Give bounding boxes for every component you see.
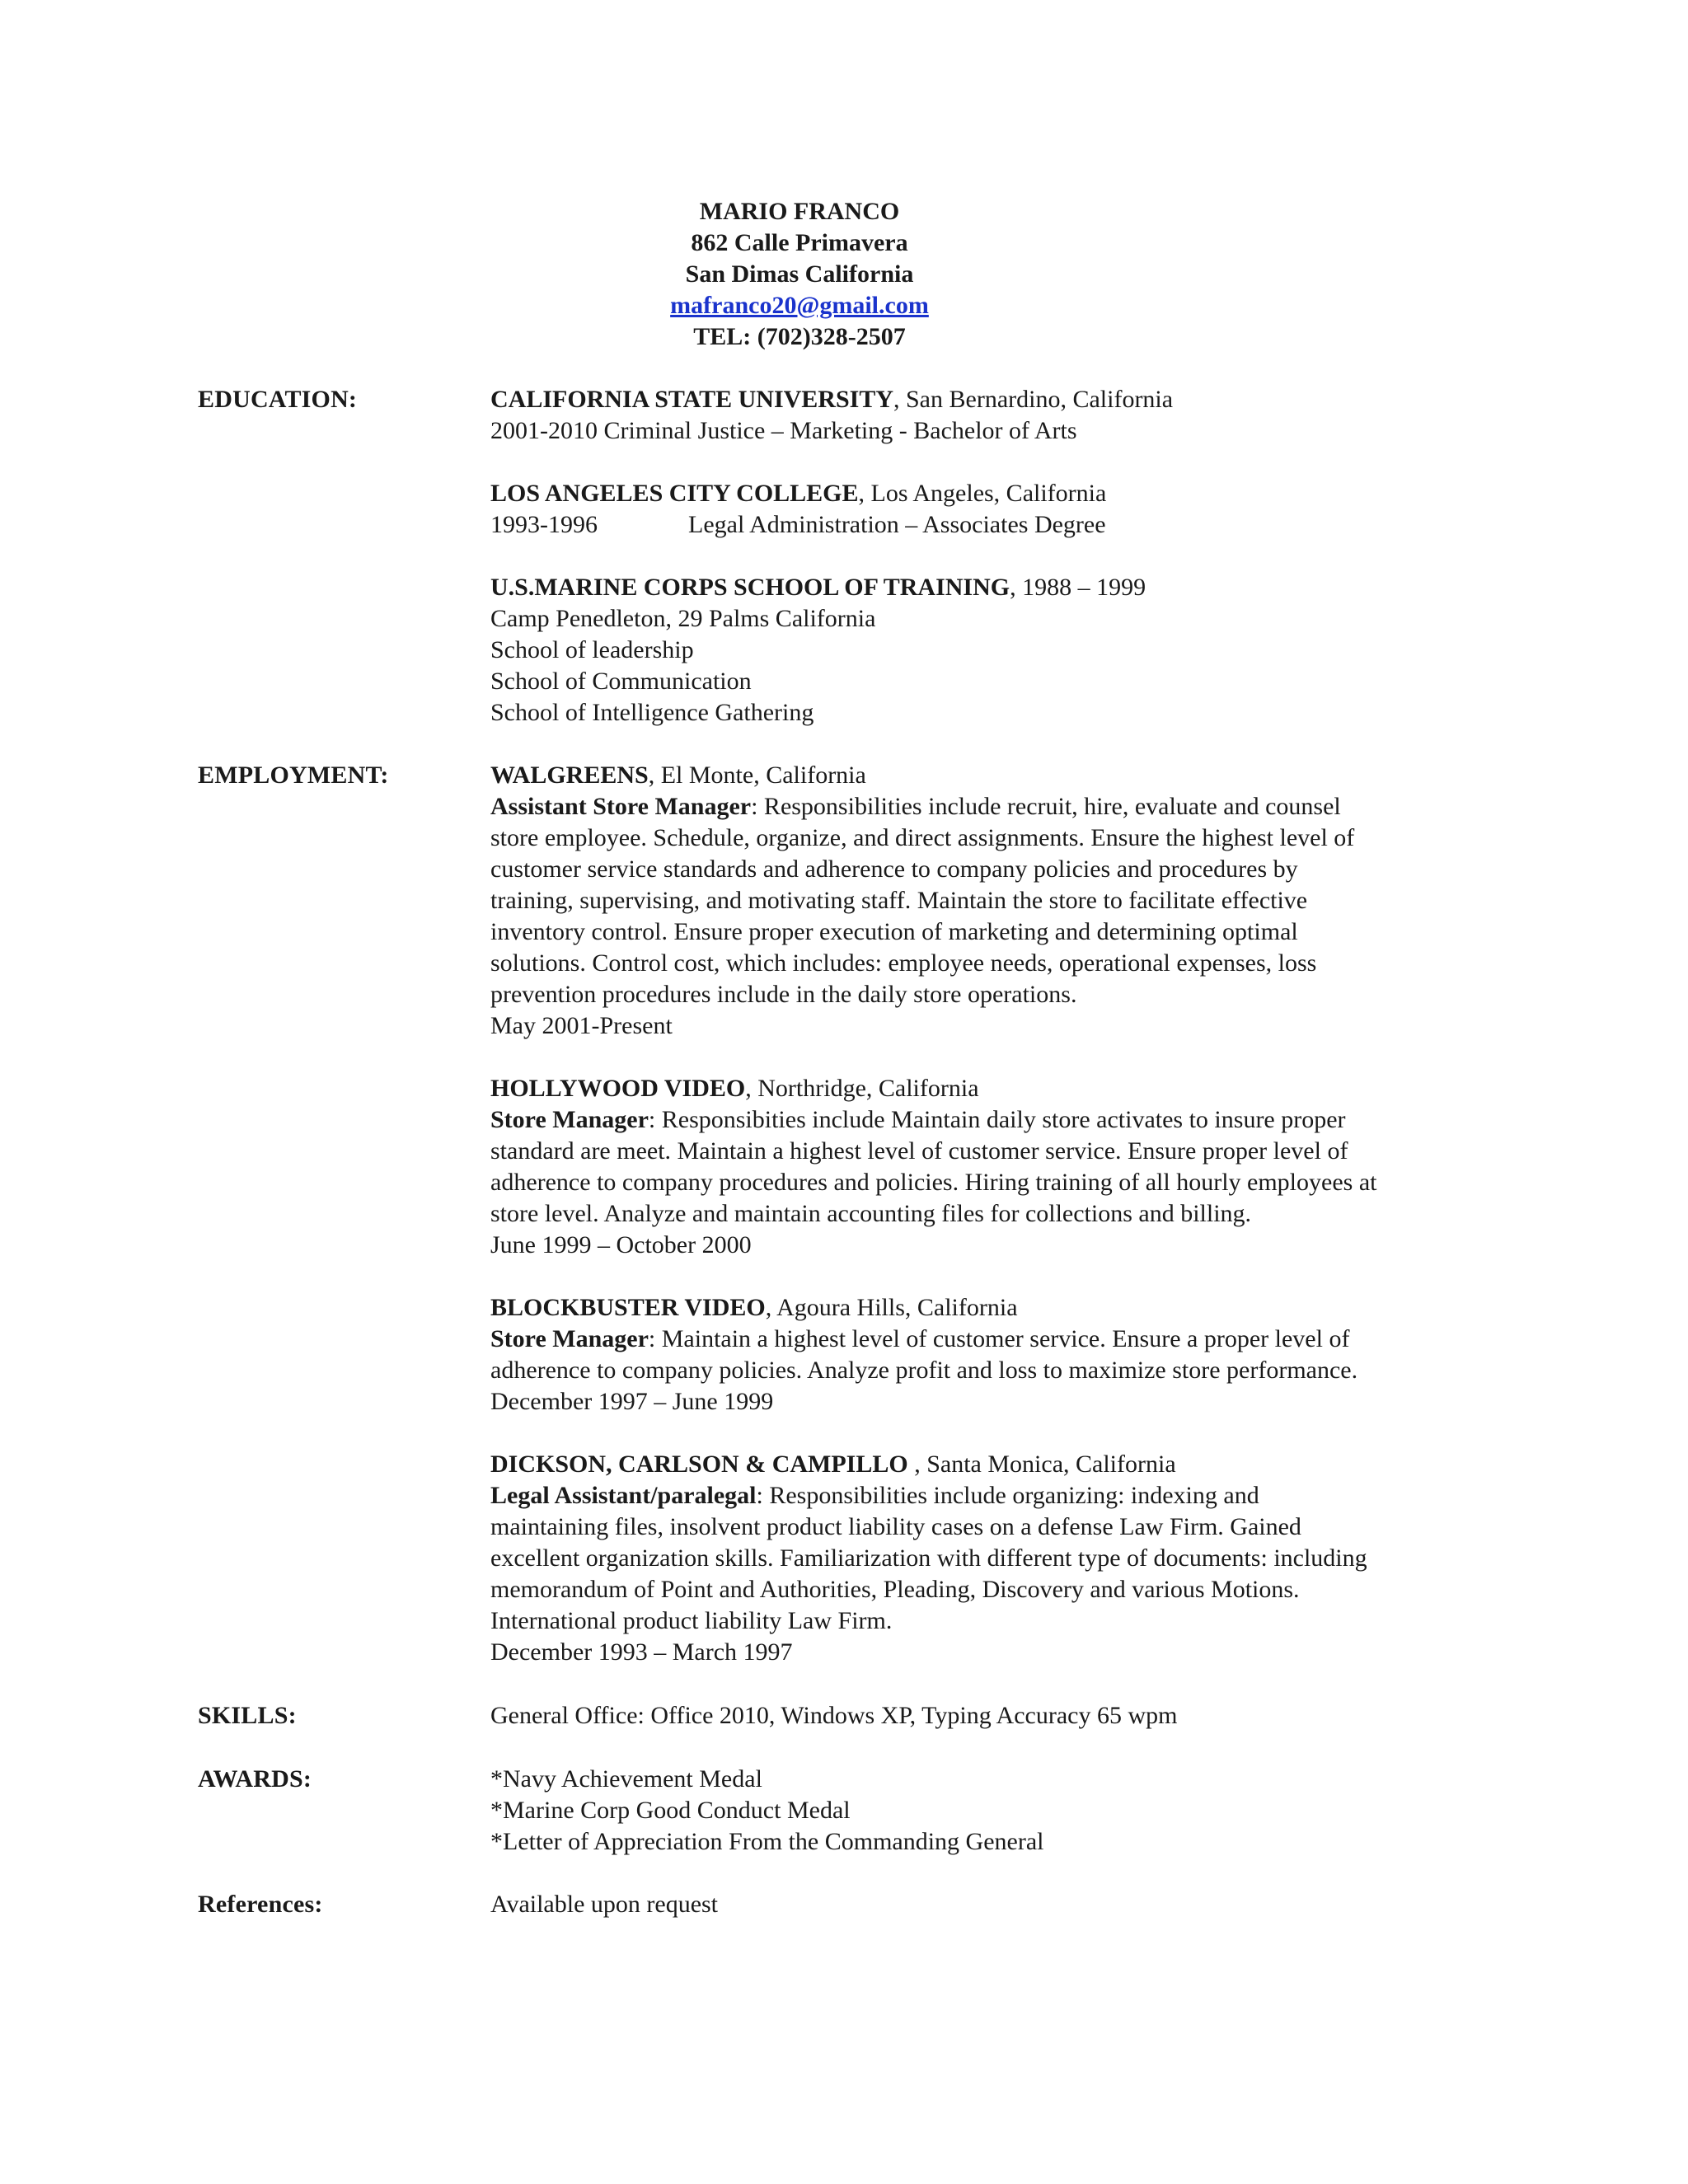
job-title: Legal Assistant/paralegal [490,1482,757,1509]
degree-detail: 2001-2010 Criminal Justice – Marketing - Bachelor of Arts [490,417,1077,444]
job-dates: May 2001-Present [490,1012,673,1039]
job-description: excellent organization skills. Familiarization with different type of documents: including [490,1544,1367,1572]
job-description: solutions. Control cost, which includes: employee needs, operational expenses, loss [490,949,1317,977]
education-entry-usmc [490,572,1484,729]
skills-label: SKILLS: [198,1702,297,1729]
job-description: : Responsibilities include recruit, hire, evaluate and counsel [751,793,1341,820]
degree-years: 1993-1996 [490,511,598,538]
employer-name: BLOCKBUSTER VIDEO [490,1294,766,1321]
employment-body [490,760,1484,1668]
employer-name: WALGREENS [490,762,649,789]
school-location: , Los Angeles, California [858,480,1107,507]
job-dates: December 1997 – June 1999 [490,1388,774,1415]
job-description: International product liability Law Firm. [490,1607,893,1634]
training-line: Camp Penedleton, 29 Palms California [490,605,876,632]
address-line-2: San Dimas California [685,260,914,288]
job-description: adherence to company policies. Analyze profit and loss to maximize store performance. [490,1357,1358,1384]
references-label: References: [198,1891,323,1918]
awards-label: AWARDS: [198,1765,312,1793]
employment-entry-hollywood-video [490,1073,1484,1261]
award-item: *Marine Corp Good Conduct Medal [490,1797,851,1824]
training-line: School of Intelligence Gathering [490,699,814,726]
job-description: : Maintain a highest level of customer service. Ensure a proper level of [648,1325,1350,1352]
job-description: customer service standards and adherence to company policies and procedures by [490,855,1298,883]
job-title: Assistant Store Manager [490,793,752,820]
school-years: , 1988 – 1999 [1010,574,1146,601]
award-item: *Letter of Appreciation From the Commanding General [490,1828,1044,1855]
phone-number: TEL: (702)328-2507 [693,323,906,350]
training-line: School of leadership [490,636,694,663]
job-description: store employee. Schedule, organize, and direct assignments. Ensure the highest level of [490,824,1355,851]
award-item: *Navy Achievement Medal [490,1765,762,1793]
skills-text: General Office: Office 2010, Windows XP, Typing Accuracy 65 wpm [490,1702,1178,1729]
employer-location: , Agoura Hills, California [765,1294,1018,1321]
job-dates: June 1999 – October 2000 [490,1231,752,1258]
job-description: memorandum of Point and Authorities, Pleading, Discovery and various Motions. [490,1576,1300,1603]
job-description: prevention procedures include in the daily store operations. [490,981,1077,1008]
employment-label: EMPLOYMENT: [198,762,389,789]
employer-name: DICKSON, CARLSON & CAMPILLO [490,1451,908,1478]
job-description: adherence to company procedures and policies. Hiring training of all hourly employees at [490,1169,1377,1196]
education-entry-lacc [490,478,1484,541]
education-entry-csu [490,384,1484,447]
job-description: store level. Analyze and maintain accounting files for collections and billing. [490,1200,1252,1227]
email-link[interactable]: mafranco20@gmail.com [670,292,929,319]
employer-location: , El Monte, California [648,762,866,789]
job-description: training, supervising, and motivating staff. Maintain the store to facilitate effective [490,887,1308,914]
training-line: School of Communication [490,668,752,695]
school-location: , San Bernardino, California [893,386,1174,413]
awards-list [490,1764,1484,1858]
school-name: LOS ANGELES CITY COLLEGE [490,480,859,507]
job-title: Store Manager [490,1325,649,1352]
education-label: EDUCATION: [198,386,358,413]
references-text: Available upon request [490,1891,719,1918]
job-title: Store Manager [490,1106,649,1133]
job-description: maintaining files, insolvent product liability cases on a defense Law Firm. Gained [490,1513,1301,1540]
employment-entry-walgreens [490,760,1484,1042]
degree-detail: Legal Administration – Associates Degree [688,511,1106,538]
job-dates: December 1993 – March 1997 [490,1638,793,1666]
employment-entry-blockbuster-video [490,1292,1484,1418]
applicant-name: MARIO FRANCO [699,198,900,225]
job-description: : Responsibities include Maintain daily store activates to insure proper [648,1106,1346,1133]
job-description: : Responsibilities include organizing: indexing and [756,1482,1259,1509]
employer-name: HOLLYWOOD VIDEO [490,1075,746,1102]
school-name: CALIFORNIA STATE UNIVERSITY [490,386,893,413]
school-name: U.S.MARINE CORPS SCHOOL OF TRAINING [490,574,1010,601]
employment-entry-dickson-carlson-campillo [490,1449,1484,1668]
employer-location: , Santa Monica, California [907,1451,1176,1478]
resume-header [577,196,1022,353]
education-body [490,384,1484,729]
job-description: standard are meet. Maintain a highest level of customer service. Ensure proper level of [490,1137,1348,1165]
employer-location: , Northridge, California [745,1075,979,1102]
address-line-1: 862 Calle Primavera [691,229,908,256]
job-description: inventory control. Ensure proper execution of marketing and determining optimal [490,918,1298,945]
